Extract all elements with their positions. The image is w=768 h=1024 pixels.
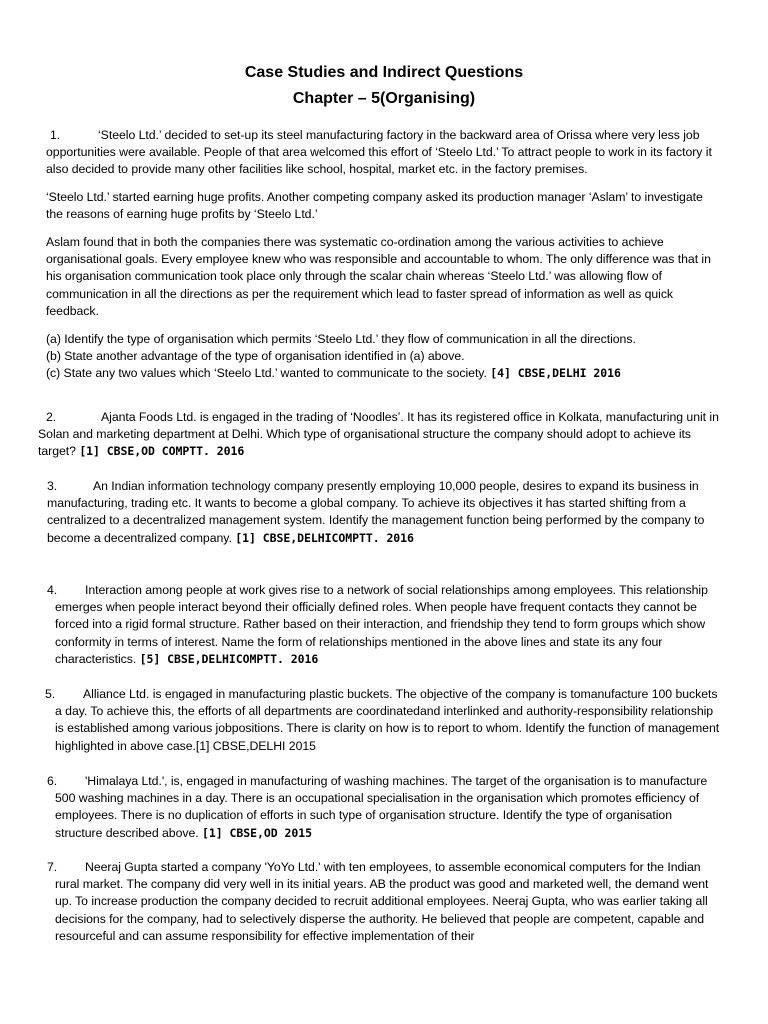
question-1-part-c: (c) State any two values which ‘Steelo Ltd.’ wanted to communicate to the society. xyxy=(46,366,487,381)
question-6-text: 'Himalaya Ltd.', is, engaged in manufacturing of washing machines. The target of the organisation is to manufacture 500 washing machines in a day. There is an occupational specialisation in the organisation which promotes efficiency of employees. There is no duplication of efforts in such type of organisation structure. Identify the type of organisation structure described above. xyxy=(55,774,708,840)
question-1-part-a: (a) Identify the type of organisation which permits ‘Steelo Ltd.’ they flow of communication in all the directions. xyxy=(46,332,636,346)
question-6 xyxy=(47,773,720,842)
question-4-reference: [5] CBSE,DELHICOMPTT. 2016 xyxy=(139,651,319,666)
question-5-text: Alliance Ltd. is engaged in manufacturing plastic buckets. The objective of the company is tomanufacture 100 buckets a day. To achieve this, the efforts of all departments are coordinatedand interlinked and authority-responsibility relationship is established among various jobpositions. There is clarity on how is to report to whom. Identify the function of management highlighted in above case.[1] CBSE,DELHI 2015 xyxy=(55,687,720,753)
question-3-text: An Indian information technology company presently employing 10,000 people, desires to expand its business in manufacturing, trading etc. It wants to become a global company. To achieve its objectives it has started shifting from a centralized to a decentralized management system. Identify the management function being performed by the company to become a decentralized company. xyxy=(47,479,705,545)
question-5 xyxy=(45,686,723,755)
question-4-text: Interaction among people at work gives rise to a network of social relationships among employees. This relationship emerges when people interact beyond their officially defined roles. When people have frequent contacts they cannot be forced into a rigid formal structure. Rather based on their interaction, and friendship they tend to form groups which show conformity in terms of interest. Name the form of relationships mentioned in the above lines and state its any four characteristics. xyxy=(55,583,708,666)
question-7-number: 7. xyxy=(47,860,58,874)
question-2 xyxy=(38,409,720,461)
question-3 xyxy=(47,478,715,547)
question-1-paragraph-1: ‘Steelo Ltd.’ decided to set-up its steel manufacturing factory in the backward area of Orissa where very less job opportunities were available. People of that area welcomed this effort of ‘Steelo Ltd.’ To attract people to work in its factory it also decided to provide many other facilities like school, hospital, market etc. in the factory premises. xyxy=(46,128,712,177)
question-7-text: Neeraj Gupta started a company 'YoYo Ltd.' with ten employees, to assemble economical computers for the Indian rural market. The company did very well in its initial years. AB the product was good and marketed well, the demand went up. To increase production the company decided to recruit additional employees. Neeraj Gupta, who was earlier taking all decisions for the company, had to selectively disperse the authority. He believed that people are competent, capable and resourceful and can assume responsibility for effective implementation of their xyxy=(55,860,709,943)
question-4 xyxy=(47,582,718,668)
question-2-number: 2. xyxy=(46,410,57,424)
question-3-number: 3. xyxy=(47,479,58,493)
question-1-subparts xyxy=(46,331,726,383)
question-7 xyxy=(47,859,720,945)
question-1-reference: [4] CBSE,DELHI 2016 xyxy=(490,366,621,381)
question-1-intro xyxy=(46,127,718,179)
question-2-text: Ajanta Foods Ltd. is engaged in the trading of ‘Noodles’. It has its registered office in Kolkata, manufacturing unit in Solan and marketing department at Delhi. Which type of organisational structure the company should adopt to achieve its target? xyxy=(38,410,719,459)
question-3-reference: [1] CBSE,DELHICOMPTT. 2016 xyxy=(235,530,414,545)
question-4-number: 4. xyxy=(47,583,58,597)
question-6-number: 6. xyxy=(47,774,58,788)
question-1-paragraph-2: ‘Steelo Ltd.’ started earning huge profits. Another competing company asked its production manager ‘Aslam’ to investigate the reasons of earning huge profits by ‘Steelo Ltd.’ xyxy=(46,190,703,222)
question-1-paragraph-3: Aslam found that in both the companies there was systematic co-ordination among the various activities to achieve organisational goals. Every employee knew who was responsible and accountable to whom. The only difference was that in his organisation communication took place only through the scalar chain whereas ‘Steelo Ltd.’ was allowing flow of communication in all the directions as per the requirement which lead to faster spread of information as well as quick feedback. xyxy=(46,235,711,318)
chapter-title: Chapter – 5(Organising) xyxy=(292,90,476,107)
question-5-number: 5. xyxy=(45,687,56,701)
question-1-number: 1. xyxy=(50,128,61,142)
question-1-part-b: (b) State another advantage of the type of organisation identified in (a) above. xyxy=(46,349,465,364)
question-6-reference: [1] CBSE,OD 2015 xyxy=(201,825,312,840)
question-2-reference: [1] CBSE,OD COMPTT. 2016 xyxy=(79,444,245,459)
document-title: Case Studies and Indirect Questions xyxy=(244,64,524,81)
